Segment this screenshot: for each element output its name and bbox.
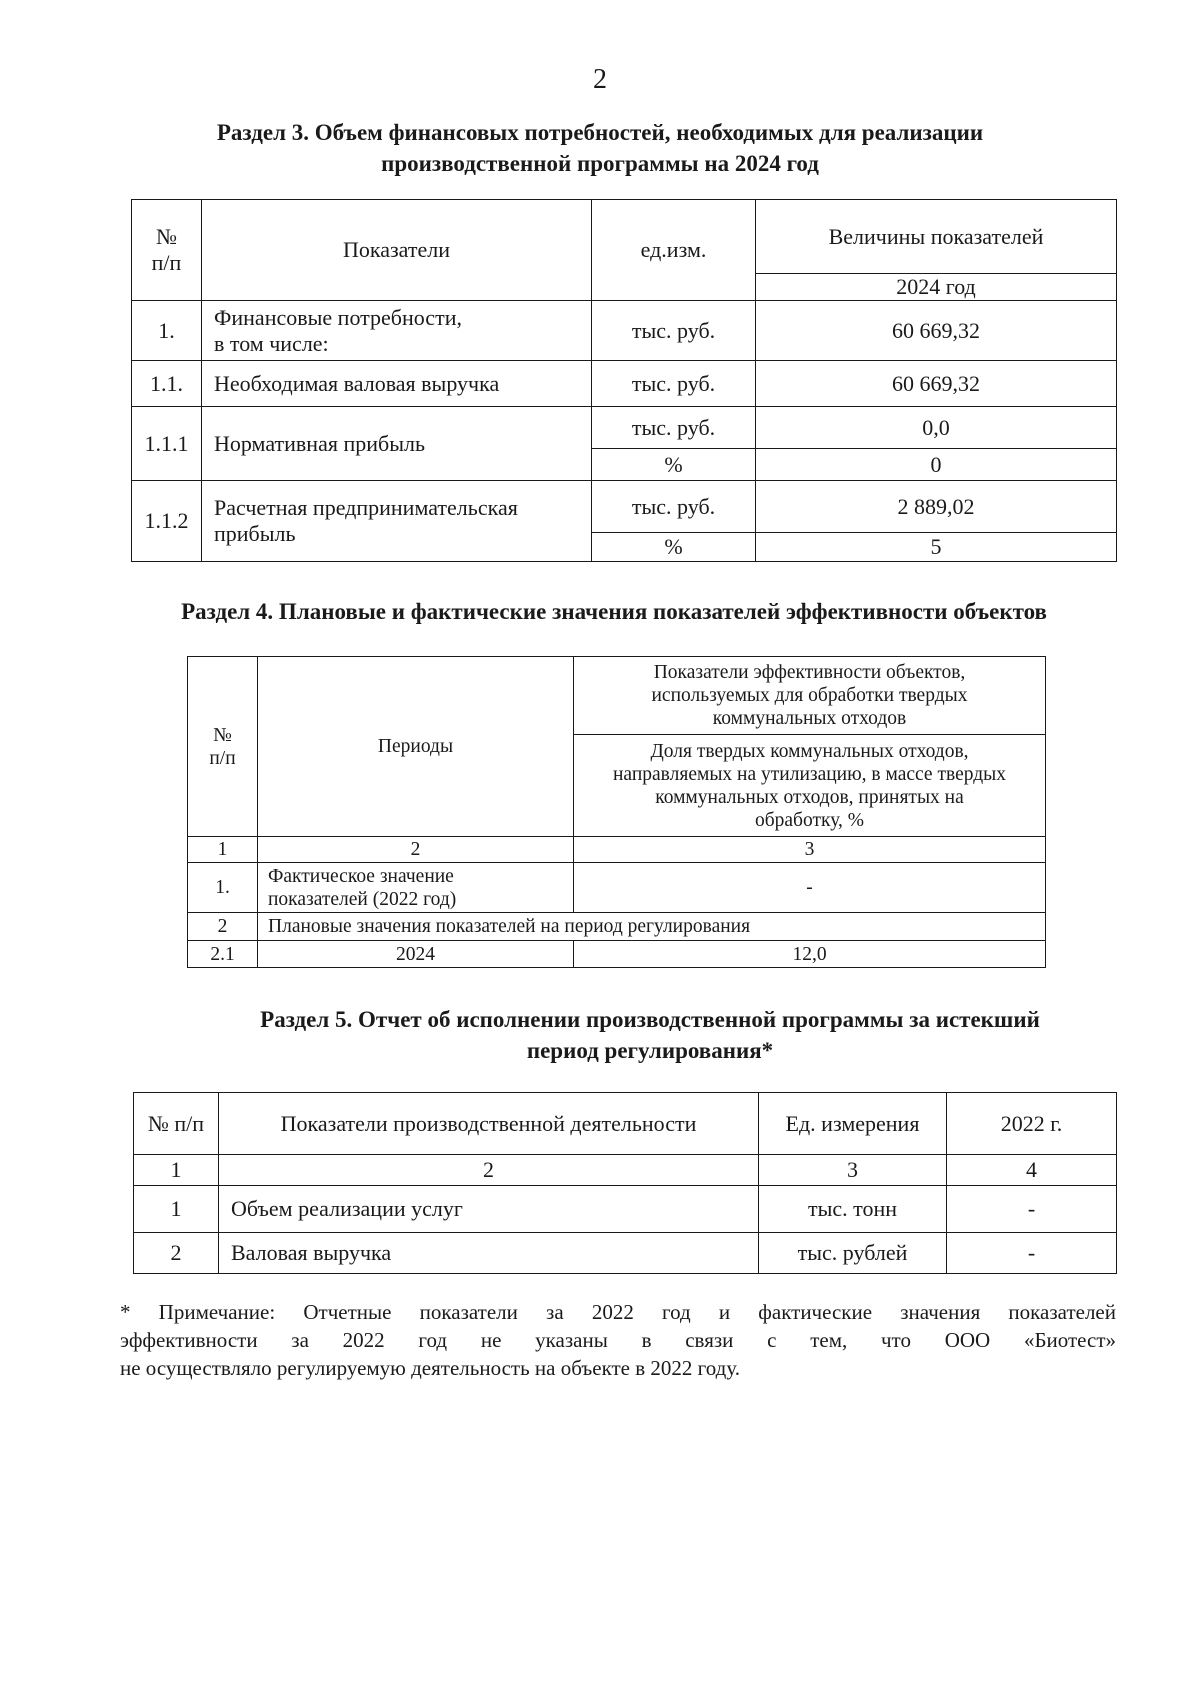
row-period: 2024 [258, 941, 574, 968]
section3-title [120, 117, 1080, 179]
section3-title-line2: производственной программы на 2024 год [381, 151, 819, 176]
row-value-percent: 5 [756, 533, 1117, 562]
row-num: 2 [188, 913, 258, 941]
row-name: Нормативная прибыль [202, 407, 592, 481]
col-number: 1 [134, 1155, 219, 1186]
footnote-line: эффективности за 2022 год не указаны в связи с тем, что ООО «Биотест» [120, 1328, 1116, 1352]
row-value: - [947, 1233, 1117, 1274]
section5-title-line1: Раздел 5. Отчет об исполнении производственной программы за истекший [260, 1007, 1040, 1032]
header-year: 2022 г. [947, 1093, 1117, 1155]
row-period: Фактическое значение показателей (2022 год) [258, 863, 574, 913]
header-indicators: Показатели [202, 200, 592, 301]
header-waste-share: Доля твердых коммунальных отходов, направляемых на утилизацию, в массе твердых коммунальных отходов, принятых на обработку, % [574, 735, 1046, 837]
col-number: 2 [219, 1155, 759, 1186]
row-name: Необходимая валовая выручка [202, 361, 592, 407]
section4-title-line: Раздел 4. Плановые и фактические значения показателей эффективности объектов [181, 599, 1047, 624]
row-unit-percent: % [592, 533, 756, 562]
section4-table [187, 656, 1046, 968]
row-value-percent: 0 [756, 449, 1117, 481]
header-num: № п/п [188, 657, 258, 837]
header-num: № п/п [134, 1093, 219, 1155]
page-number: 2 [593, 64, 607, 95]
row-value: 60 669,32 [756, 301, 1117, 361]
header-unit: Ед. измерения [759, 1093, 947, 1155]
row-num: 1.1.2 [132, 481, 202, 562]
footnote [120, 1298, 1116, 1382]
row-unit: тыс. тонн [759, 1186, 947, 1233]
section3-title-line1: Раздел 3. Объем финансовых потребностей, необходимых для реализации [216, 120, 984, 145]
row-name: Объем реализации услуг [219, 1186, 759, 1233]
col-number: 4 [947, 1155, 1117, 1186]
col-number: 3 [759, 1155, 947, 1186]
row-unit: тыс. руб. [592, 407, 756, 449]
header-indicators: Показатели производственной деятельности [219, 1093, 759, 1155]
row-num: 1 [134, 1186, 219, 1233]
row-value: 2 889,02 [756, 481, 1117, 533]
row-unit: тыс. руб. [592, 481, 756, 533]
row-num: 1.1. [132, 361, 202, 407]
header-periods: Периоды [258, 657, 574, 837]
col-number: 2 [258, 837, 574, 863]
row-num: 2 [134, 1233, 219, 1274]
row-unit: тыс. рублей [759, 1233, 947, 1274]
col-number: 1 [188, 837, 258, 863]
section5-table [133, 1092, 1117, 1274]
section4-title [118, 596, 1110, 627]
row-num: 2.1 [188, 941, 258, 968]
section5-title [200, 1004, 1100, 1066]
row-name: Валовая выручка [219, 1233, 759, 1274]
section3-table [131, 199, 1117, 562]
header-year: 2024 год [756, 274, 1117, 301]
row-unit: тыс. руб. [592, 301, 756, 361]
header-unit: ед.изм. [592, 200, 756, 301]
footnote-line: * Примечание: Отчетные показатели за 2022 год и фактические значения показателей [120, 1300, 1116, 1324]
row-value: - [947, 1186, 1117, 1233]
row-value: 12,0 [574, 941, 1046, 968]
col-number: 3 [574, 837, 1046, 863]
header-num: № п/п [132, 200, 202, 301]
row-value: 60 669,32 [756, 361, 1117, 407]
row-num: 1. [132, 301, 202, 361]
row-num: 1.1.1 [132, 407, 202, 481]
row-unit-percent: % [592, 449, 756, 481]
footnote-line: не осуществляло регулируемую деятельность на объекте в 2022 году. [120, 1356, 740, 1380]
row-name: Расчетная предпринимательская прибыль [202, 481, 592, 562]
row-unit: тыс. руб. [592, 361, 756, 407]
section5-title-line2: период регулирования* [526, 1038, 774, 1063]
row-value: 0,0 [756, 407, 1117, 449]
header-efficiency-group: Показатели эффективности объектов, используемых для обработки твердых коммунальных отходов [574, 657, 1046, 735]
row-num: 1. [188, 863, 258, 913]
header-values: Величины показателей [756, 200, 1117, 274]
row-name: Финансовые потребности, в том числе: [202, 301, 592, 361]
row-value: - [574, 863, 1046, 913]
row-merged: Плановые значения показателей на период регулирования [258, 913, 1046, 941]
